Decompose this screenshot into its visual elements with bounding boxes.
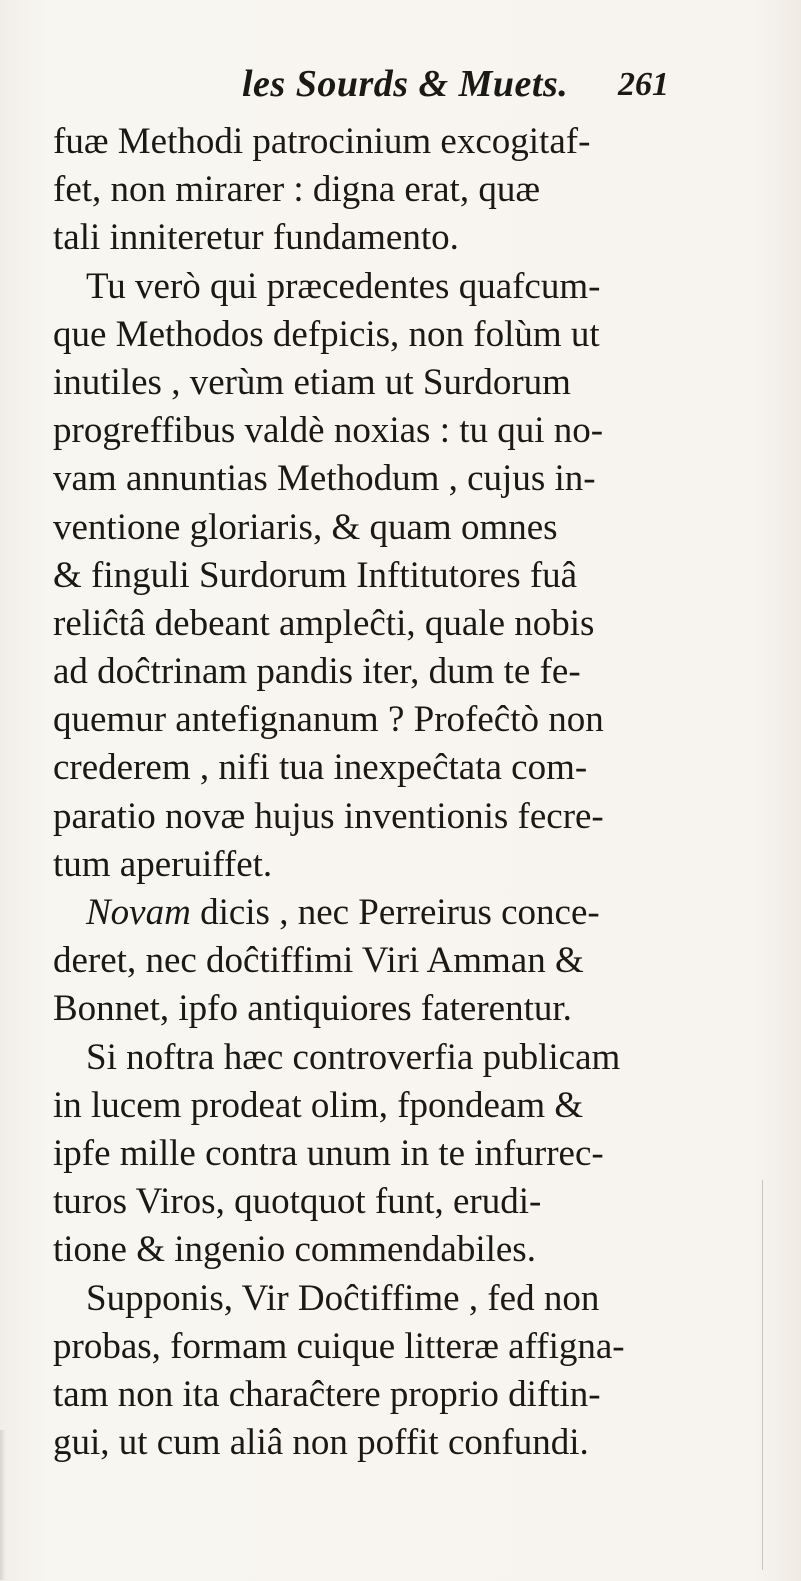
text-line: fuæ Methodi patrocinium excogitaf- bbox=[53, 121, 591, 162]
text-line: ventione gloriaris, & quam omnes bbox=[53, 506, 558, 548]
text-line: tam non ita charaĉtere proprio diftin- bbox=[53, 1373, 601, 1415]
text-line: tali inniteretur fundamento. bbox=[53, 217, 459, 259]
running-title: les Sourds & Muets. bbox=[242, 63, 569, 105]
paragraph-start-line bbox=[53, 889, 758, 937]
page-header bbox=[242, 62, 669, 110]
page-number: 261 bbox=[618, 66, 669, 103]
text-line: inutiles , verùm etiam ut Surdorum bbox=[53, 361, 571, 403]
text-line: & finguli Surdorum Inftitutores fuâ bbox=[53, 554, 578, 596]
text-line: que Methodos defpicis, non folùm ut bbox=[53, 313, 600, 355]
text-line: paratio novæ hujus inventionis fecre- bbox=[53, 795, 604, 837]
text-line: ad doĉtrinam pandis iter, dum te fe- bbox=[53, 651, 581, 693]
text-line: progreffibus valdè noxias : tu qui no- bbox=[53, 410, 604, 452]
text-line: Bonnet, ipfo antiquiores faterentur. bbox=[53, 988, 572, 1030]
paragraph-start-line: Si noftra hæc controverfia publicam bbox=[86, 1036, 621, 1078]
text-line: probas, formam cuique litteræ affigna- bbox=[53, 1325, 625, 1367]
italic-word: Novam bbox=[86, 892, 191, 933]
text-line: quemur antefignanum ? Profeĉtò non bbox=[53, 699, 604, 741]
page-edge-line bbox=[762, 1180, 763, 1570]
text-line: fet, non mirarer : digna erat, quæ bbox=[53, 169, 540, 211]
binding-shadow bbox=[0, 1430, 6, 1580]
paragraph-start-line: Tu verò qui præcedentes quafcum- bbox=[86, 265, 601, 307]
text-line: gui, ut cum aliâ non poffit confundi. bbox=[53, 1422, 589, 1464]
body-text bbox=[53, 118, 758, 1467]
text-line-rest: dicis , nec Perreirus conce- bbox=[200, 892, 600, 933]
text-line: deret, nec doĉtiffimi Viri Amman & bbox=[53, 940, 584, 982]
text-line: tum aperuiffet. bbox=[53, 843, 273, 885]
text-line: crederem , nifi tua inexpeĉtata com- bbox=[53, 747, 588, 789]
text-line: reliĉtâ debeant ampleĉti, quale nobis bbox=[53, 602, 595, 644]
paragraph-start-line: Supponis, Vir Doĉtiffime , fed non bbox=[86, 1277, 600, 1319]
text-line: ipfe mille contra unum in te infurrec- bbox=[53, 1132, 604, 1174]
text-line: in lucem prodeat olim, fpondeam & bbox=[53, 1084, 584, 1126]
text-line: vam annuntias Methodum , cujus in- bbox=[53, 458, 596, 500]
text-line: tione & ingenio commendabiles. bbox=[53, 1229, 536, 1271]
text-line: turos Viros, quotquot funt, erudi- bbox=[53, 1181, 542, 1223]
